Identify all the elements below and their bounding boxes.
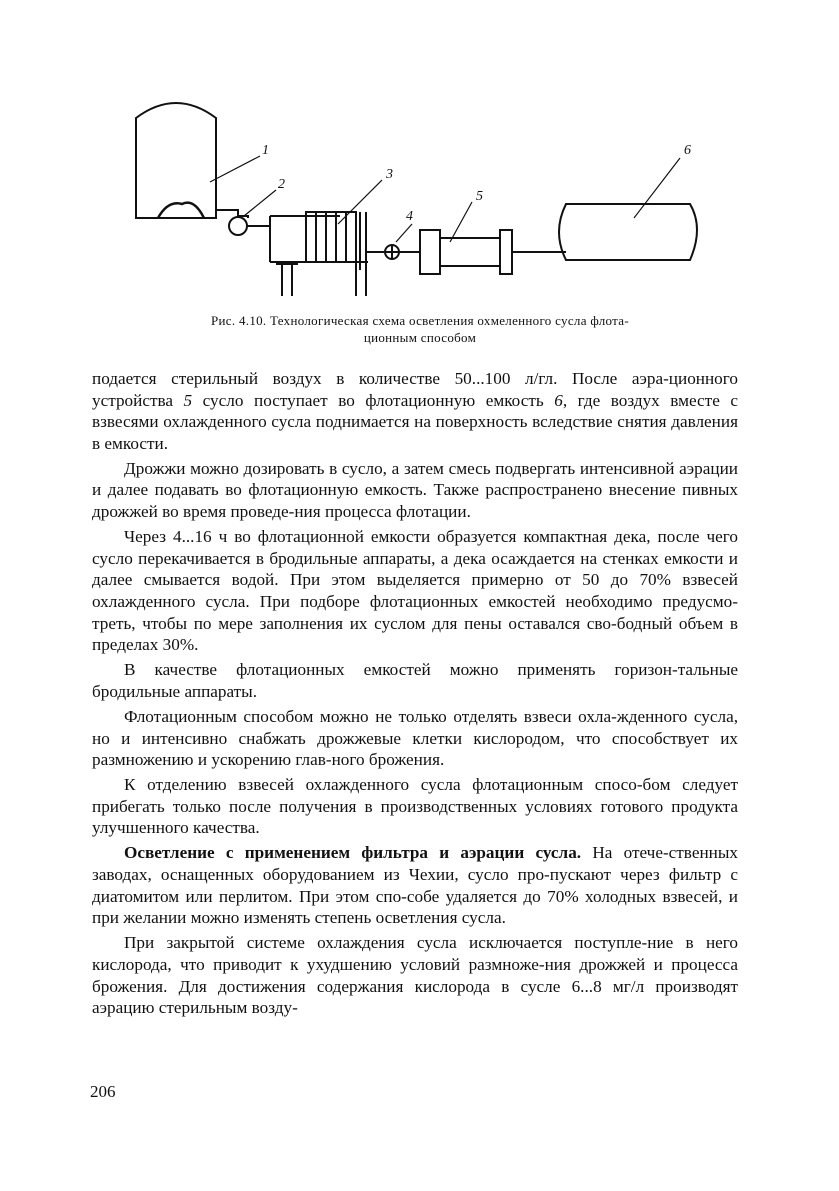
paragraph — [92, 526, 738, 656]
paragraph — [92, 774, 738, 839]
label-1: 1 — [262, 143, 269, 158]
label-3: 3 — [386, 167, 393, 182]
filter-3 — [306, 212, 356, 262]
label-2: 2 — [278, 177, 285, 192]
process-diagram — [120, 100, 720, 310]
label-6: 6 — [684, 143, 691, 158]
flotation-scheme-svg — [120, 100, 720, 310]
paragraph-text: Дрожжи можно дозировать в сусло, а затем смесь подвергать интенсивной аэрации и далее подавать во флотационную емкость. Также распространено внесение пивных дрожжей во время проведе-ния процесса флотации. — [92, 458, 738, 522]
paragraph — [92, 659, 738, 702]
paragraph-text: На отече-ственных заводах, оснащенных оборудованием из Чехии, сусло про-пускают через фильтр с диатомитом или перлитом. При этом спо-собе удаляется до 70% холодных взвесей, и при желании можно изменять степень осветления сусла. — [92, 843, 738, 928]
paragraph — [92, 932, 738, 1018]
figure-caption — [120, 312, 720, 346]
page-number: 206 — [90, 1082, 116, 1101]
tank-6 — [559, 204, 697, 260]
paragraph-text: подается стерильный воздух в количестве 50...100 л/гл. После аэра-ционного устройства — [92, 369, 738, 410]
label-4: 4 — [406, 209, 413, 224]
tank-1 — [136, 103, 216, 218]
paragraph-heading: Осветление с применением фильтра и аэрации сусла. — [124, 843, 582, 863]
caption-line-1: Рис. 4.10. Технологическая схема осветления охмеленного сусла флота- — [211, 313, 629, 328]
paragraph — [92, 368, 738, 454]
aerator-5 — [420, 230, 440, 274]
paragraph-text: При закрытой системе охлаждения сусла исключается поступле-ние в него кислорода, что приводит к ухудшению условий размноже-ния дрожжей и процесса брожения. Для достижения содержания кислорода в сусле 6...8 мг/л производят аэрацию стерильным возду- — [92, 933, 738, 1018]
paragraph-text: Флотационным способом можно не только отделять взвеси охла-жденного сусла, но и интенсивно снабжать дрожжевые клетки кислородом, что способствует их размножению и ускорению глав-ного брожения. — [92, 706, 738, 770]
paragraph-text: сусло поступает во флотационную емкость — [192, 390, 555, 410]
paragraph — [92, 706, 738, 771]
body-text — [92, 368, 738, 1022]
paragraph-text: В качестве флотационных емкостей можно применять горизон-тальные бродильные аппараты. — [92, 660, 738, 701]
paragraph-text: Через 4...16 ч во флотационной емкости образуется компактная дека, после чего сусло перекачивается в бродильные аппараты, а дека осаждается на стенках емкости и далее смывается водой. При этом выделяется примерно от 50 до 70% взвесей охлажденного сусла. При подборе флотационных емкостей необходимо предусмо-треть, чтобы по мере заполнения их суслом для пены оставался сво-бодный объем в пределах 30%. — [92, 527, 738, 655]
paragraph-text: К отделению взвесей охлажденного сусла флотационным спосо-бом следует прибегать только после получения в производственных условиях готового продукта улучшенного качества. — [92, 775, 738, 838]
paragraph-text: , где воздух вместе с взвесями охлажденного сусла поднимается на поверхность вследствие снятия давления в емкости. — [92, 390, 738, 453]
sediment-1 — [158, 203, 204, 218]
paragraph-text: 5 — [183, 390, 193, 410]
label-5: 5 — [476, 189, 483, 204]
paragraph — [92, 458, 738, 523]
paragraph — [92, 842, 738, 928]
caption-line-2: ционным способом — [363, 330, 477, 345]
paragraph-text: 6 — [554, 390, 563, 410]
pump-2 — [229, 217, 247, 235]
